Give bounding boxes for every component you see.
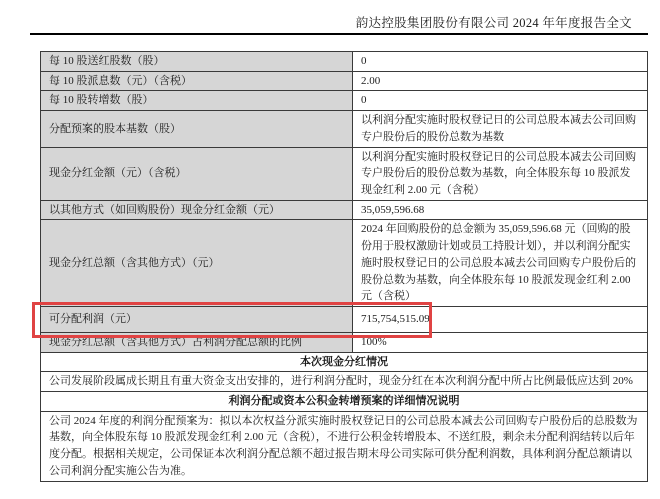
report-header-title: 韵达控股集团股份有限公司 2024 年年度报告全文 bbox=[355, 16, 632, 30]
section-header: 利润分配或资本公积金转增预案的详细情况说明 bbox=[41, 391, 648, 411]
table-row bbox=[41, 52, 648, 72]
row-value: 以利润分配实施时股权登记日的公司总股本减去公司回购专户股份后的股份总数为基数，向全体股东每 10 股派发现金红利 2.00 元（含税） bbox=[353, 147, 648, 200]
table-row bbox=[41, 71, 648, 91]
table-row bbox=[41, 200, 648, 220]
header-divider bbox=[30, 33, 648, 35]
dividend-plan-table bbox=[40, 51, 648, 482]
section-header: 本次现金分红情况 bbox=[41, 352, 648, 372]
table-row bbox=[41, 307, 648, 333]
dividend-table-body bbox=[41, 52, 648, 482]
row-label: 现金分红总额（含其他方式）占利润分配总额的比例 bbox=[41, 332, 353, 352]
table-row bbox=[41, 111, 648, 147]
row-label: 以其他方式（如回购股份）现金分红金额（元） bbox=[41, 200, 353, 220]
row-value: 2024 年回购股份的总金额为 35,059,596.68 元（回购的股份用于股权激励计划或员工持股计划），并以利润分配实施时股权登记日的公司总股本减去公司回购专户股份后的股份总数为基数，向全体股东每 10 股派发现金红利 2.00 元（含税） bbox=[353, 220, 648, 307]
paragraph-row bbox=[41, 411, 648, 481]
section-header-row bbox=[41, 352, 648, 372]
row-value: 715,754,515.09 bbox=[353, 307, 648, 333]
table-row bbox=[41, 147, 648, 200]
row-value: 0 bbox=[353, 52, 648, 72]
section-header-row bbox=[41, 391, 648, 411]
row-value: 以利润分配实施时股权登记日的公司总股本减去公司回购专户股份后的股份总数为基数 bbox=[353, 111, 648, 147]
row-value: 2.00 bbox=[353, 71, 648, 91]
paragraph-row bbox=[41, 372, 648, 392]
paragraph-text: 公司 2024 年度的利润分配预案为：拟以本次权益分派实施时股权登记日的公司总股本减去公司回购专户股份后的总股数为基数，向全体股东每 10 股派发现金红利 2.00 元（含税），不进行公积金转增股本、不送红股，剩余未分配利润结转以后年度分配。根据相关规定，公司保证本次利润分配总额不超过报告期末母公司实际可供分配利润数，具体利润分配总额请以公司利润分配实施公告为准。 bbox=[41, 411, 648, 481]
paragraph-text: 公司发展阶段属成长期且有重大资金支出安排的，进行利润分配时，现金分红在本次利润分配中所占比例最低应达到 20% bbox=[41, 372, 648, 392]
row-label: 每 10 股转增数（股） bbox=[41, 91, 353, 111]
row-value: 100% bbox=[353, 332, 648, 352]
row-label: 现金分红总额（含其他方式）（元） bbox=[41, 220, 353, 307]
row-label: 可分配利润（元） bbox=[41, 307, 353, 333]
table-row bbox=[41, 332, 648, 352]
row-label: 每 10 股派息数（元）（含税） bbox=[41, 71, 353, 91]
row-label: 分配预案的股本基数（股） bbox=[41, 111, 353, 147]
table-row bbox=[41, 220, 648, 307]
row-label: 现金分红金额（元）（含税） bbox=[41, 147, 353, 200]
row-label: 每 10 股送红股数（股） bbox=[41, 52, 353, 72]
row-value: 35,059,596.68 bbox=[353, 200, 648, 220]
row-value: 0 bbox=[353, 91, 648, 111]
table-row bbox=[41, 91, 648, 111]
